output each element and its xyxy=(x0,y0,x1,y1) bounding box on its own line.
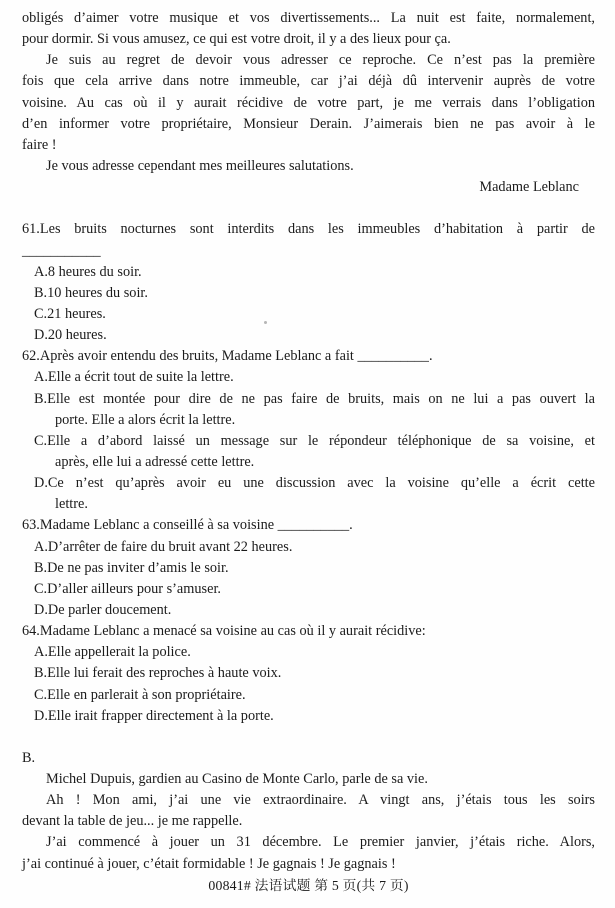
question-stem: 61.Les bruits nocturnes sont interdits dans les immeubles d’habitation à partir de xyxy=(22,221,595,238)
section-label: B. xyxy=(22,749,36,766)
answer-option: D.20 heures. xyxy=(34,327,107,344)
paragraph-line: devant la table de jeu... je me rappelle. xyxy=(22,813,243,830)
answer-option: B.De ne pas inviter d’amis le soir. xyxy=(34,559,229,576)
answer-option-continuation: après, elle lui a adressé cette lettre. xyxy=(55,453,255,470)
page-footer: 00841# 法语试题 第 5 页(共 7 页) xyxy=(208,877,409,893)
answer-option: D.Ce n’est qu’après avoir eu une discussion avec la voisine qu’elle a écrit cette xyxy=(34,475,595,492)
answer-option: B.10 heures du soir. xyxy=(34,284,148,301)
answer-option-continuation: porte. Elle a alors écrit la lettre. xyxy=(55,411,236,428)
paragraph-line: Michel Dupuis, gardien au Casino de Monte Carlo, parle de sa vie. xyxy=(46,771,428,788)
answer-option: D.De parler doucement. xyxy=(34,601,172,618)
paragraph-line: Ah ! Mon ami, j’ai une vie extraordinaire. A vingt ans, j’étais tous les soirs xyxy=(46,792,595,809)
question-stem: 64.Madame Leblanc a menacé sa voisine au cas où il y aurait récidive: xyxy=(22,623,426,640)
question-stem: 62.Après avoir entendu des bruits, Madame Leblanc a fait __________. xyxy=(22,348,433,365)
paragraph-line: J’ai commencé à jouer un 31 décembre. Le premier janvier, j’étais riche. Alors, xyxy=(46,834,595,851)
paragraph-line: j’ai continué à jouer, c’était formidable ! Je gagnais ! Je gagnais ! xyxy=(22,855,396,872)
paragraph-line: obligés d’aimer votre musique et vos divertissements... La nuit est faite, normalement, xyxy=(22,10,595,26)
answer-option: D.Elle irait frapper directement à la porte. xyxy=(34,707,274,724)
paragraph-line: pour dormir. Si vous amusez, ce qui est votre droit, il y a des lieux pour ça. xyxy=(22,31,451,48)
answer-option: C.Elle a d’abord laissé un message sur le répondeur téléphonique de sa voisine, et xyxy=(34,432,595,449)
signature-line: Madame Leblanc xyxy=(479,179,579,196)
paragraph-line: d’en informer votre propriétaire, Monsieur Derain. J’aimerais bien ne pas avoir à le xyxy=(22,115,595,132)
blank-space xyxy=(22,727,595,748)
question-stem: 63.Madame Leblanc a conseillé à sa voisine __________. xyxy=(22,517,353,534)
paragraph-line: fois que cela arrive dans notre immeuble, car j’ai déjà dû intervenir auprès de votre xyxy=(22,73,595,90)
document-lines xyxy=(22,8,595,875)
answer-option-continuation: lettre. xyxy=(55,496,88,513)
scan-speck xyxy=(264,321,267,324)
paragraph-line: voisine. Au cas où il y aurait récidive de votre part, je me verrais dans l’obligation xyxy=(22,94,595,111)
blank-space xyxy=(22,198,595,219)
answer-option: A.Elle a écrit tout de suite la lettre. xyxy=(34,369,234,386)
answer-option: C.21 heures. xyxy=(34,305,106,322)
answer-option: C.D’aller ailleurs pour s’amuser. xyxy=(34,580,221,597)
answer-option: A.8 heures du soir. xyxy=(34,263,142,280)
answer-option: B.Elle est montée pour dire de ne pas faire de bruits, mais on ne lui a pas ouvert la xyxy=(34,390,595,407)
answer-option: A.Elle appellerait la police. xyxy=(34,644,191,661)
paragraph-line: Je suis au regret de devoir vous adresser ce reproche. Ce n’est pas la première xyxy=(46,52,595,69)
question-stem: ___________ xyxy=(22,242,101,259)
answer-option: C.Elle en parlerait à son propriétaire. xyxy=(34,686,246,703)
paragraph-line: Je vous adresse cependant mes meilleures salutations. xyxy=(46,157,354,174)
answer-option: B.Elle lui ferait des reproches à haute voix. xyxy=(34,665,282,682)
paragraph-line: faire ! xyxy=(22,136,57,153)
answer-option: A.D’arrêter de faire du bruit avant 22 heures. xyxy=(34,538,293,555)
